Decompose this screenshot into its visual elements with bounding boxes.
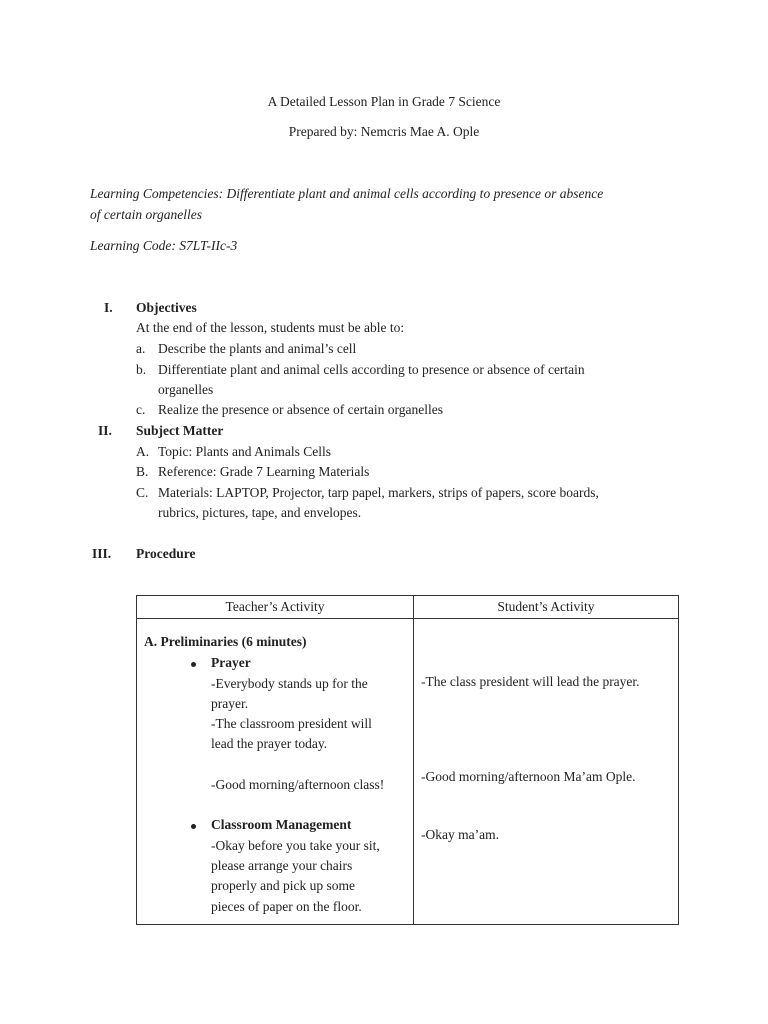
procedure-numeral: III. [92, 546, 112, 561]
management-line: properly and pick up some [211, 878, 355, 893]
learning-code: Learning Code: S7LT-IIc-3 [90, 238, 238, 253]
subject-item: Reference: Grade 7 Learning Materials [158, 464, 370, 479]
subject-marker: C. [136, 485, 149, 500]
teacher-activity-header: Teacher’s Activity [137, 596, 414, 619]
objectives-numeral: I. [104, 300, 113, 315]
competency-line-1: Learning Competencies: Differentiate plant and animal cells according to presence or absence [90, 186, 604, 201]
subject-item: Materials: LAPTOP, Projector, tarp papel, markers, strips of papers, score boards, [158, 485, 599, 500]
teacher-activity-cell [137, 619, 414, 925]
prayer-line: lead the prayer today. [211, 736, 328, 751]
objective-marker: b. [136, 362, 147, 377]
table-header-row [137, 596, 679, 619]
prayer-line: -Everybody stands up for the [211, 676, 368, 691]
management-line: pieces of paper on the floor. [211, 899, 362, 914]
subject-item-continued: rubrics, pictures, tape, and envelopes. [158, 505, 362, 520]
student-activity-header: Student’s Activity [414, 596, 679, 619]
objective-marker: a. [136, 341, 146, 356]
competency-line-2: of certain organelles [90, 207, 202, 222]
prayer-line: -The classroom president will [211, 716, 372, 731]
objective-marker: c. [136, 402, 146, 417]
subject-matter-numeral: II. [98, 423, 112, 438]
greeting-line: -Good morning/afternoon class! [211, 777, 385, 792]
subject-item: Topic: Plants and Animals Cells [158, 444, 332, 459]
objective-item: Differentiate plant and animal cells according to presence or absence of certain [158, 362, 585, 377]
procedure-heading: Procedure [136, 546, 196, 561]
subject-matter-heading: Subject Matter [136, 423, 224, 438]
management-response: -Okay ma’am. [421, 827, 499, 842]
subject-marker: B. [136, 464, 149, 479]
student-activity-cell [414, 619, 679, 925]
management-title: Classroom Management [211, 817, 352, 832]
section-heading: A. Preliminaries (6 minutes) [144, 634, 307, 649]
subject-marker: A. [136, 444, 150, 459]
objective-item: Describe the plants and animal’s cell [158, 341, 357, 356]
document-title: A Detailed Lesson Plan in Grade 7 Science [267, 94, 501, 109]
greeting-response: -Good morning/afternoon Ma’am Ople. [421, 769, 636, 784]
objective-item: Realize the presence or absence of certain organelles [158, 402, 443, 417]
table-row [137, 619, 679, 925]
prayer-line: prayer. [211, 696, 249, 711]
prayer-response: -The class president will lead the prayer. [421, 674, 640, 689]
bullet-icon [191, 662, 196, 667]
bullet-icon [191, 824, 196, 829]
objectives-intro: At the end of the lesson, students must be able to: [136, 320, 405, 335]
management-line: -Okay before you take your sit, [211, 838, 380, 853]
prayer-title: Prayer [211, 655, 251, 670]
prepared-by: Prepared by: Nemcris Mae A. Ople [288, 124, 480, 139]
procedure-table [136, 595, 679, 925]
objective-item-continued: organelles [158, 382, 214, 397]
objectives-heading: Objectives [136, 300, 197, 315]
management-line: please arrange your chairs [211, 858, 353, 873]
